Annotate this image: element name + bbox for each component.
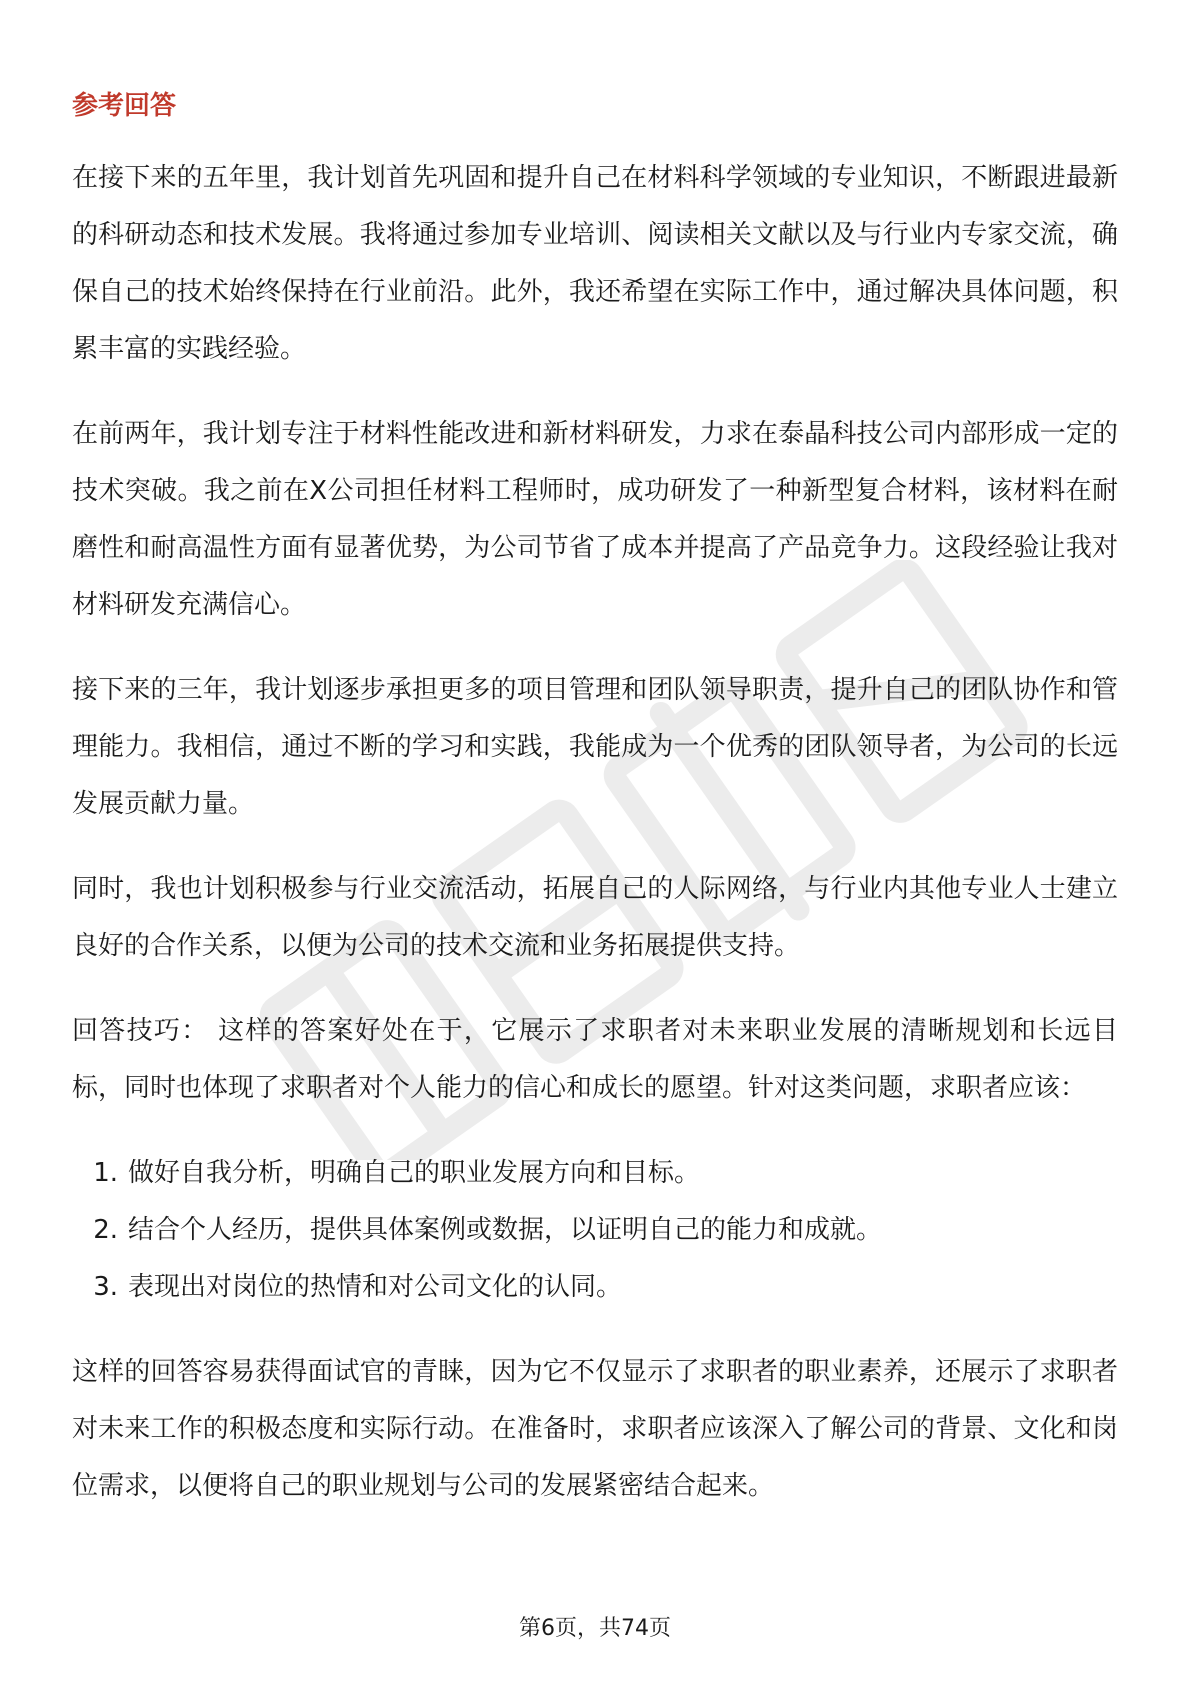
list-item	[72, 1259, 1118, 1316]
list-text: 表现出对岗位的热情和对公司文化的认同。	[128, 1272, 623, 1302]
list-number: 3.	[93, 1272, 118, 1302]
section-title: 参考回答	[72, 91, 177, 121]
paragraph-closing: 这样的回答容易获得面试官的青睐，因为它不仅显示了求职者的职业素养，还展示了求职者对未来工作的积极态度和实际行动。在准备时，求职者应该深入了解公司的背景、文化和岗位需求，以便将自己的职业规划与公司的发展紧密结合起来。	[72, 1357, 1118, 1501]
list-text: 做好自我分析，明确自己的职业发展方向和目标。	[128, 1158, 701, 1188]
tips-list	[72, 1145, 1118, 1316]
paragraph-answer-tips: 回答技巧： 这样的答案好处在于，它展示了求职者对未来职业发展的清晰规划和长远目标，同时也体现了求职者对个人能力的信心和成长的愿望。针对这类问题，求职者应该：	[72, 1016, 1118, 1103]
document-body	[72, 86, 1118, 1543]
list-item	[72, 1202, 1118, 1259]
list-number: 2.	[93, 1215, 118, 1245]
paragraph-networking: 同时，我也计划积极参与行业交流活动，拓展自己的人际网络，与行业内其他专业人士建立良好的合作关系，以便为公司的技术交流和业务拓展提供支持。	[72, 874, 1118, 961]
list-number: 1.	[93, 1158, 118, 1188]
page-number: 第6页，共74页	[519, 1616, 671, 1641]
paragraph-next-three-years: 接下来的三年，我计划逐步承担更多的项目管理和团队领导职责，提升自己的团队协作和管理能力。我相信，通过不断的学习和实践，我能成为一个优秀的团队领导者，为公司的长远发展贡献力量。	[72, 675, 1118, 819]
paragraph-five-year-plan: 在接下来的五年里，我计划首先巩固和提升自己在材料科学领域的专业知识，不断跟进最新的科研动态和技术发展。我将通过参加专业培训、阅读相关文献以及与行业内专家交流，确保自己的技术始终保持在行业前沿。此外，我还希望在实际工作中，通过解决具体问题，积累丰富的实践经验。	[72, 163, 1118, 364]
list-text: 结合个人经历，提供具体案例或数据，以证明自己的能力和成就。	[128, 1215, 883, 1245]
list-item	[72, 1145, 1118, 1202]
paragraph-first-two-years: 在前两年，我计划专注于材料性能改进和新材料研发，力求在泰晶科技公司内部形成一定的技术突破。我之前在X公司担任材料工程师时，成功研发了一种新型复合材料，该材料在耐磨性和耐高温性方面有显著优势，为公司节省了成本并提高了产品竞争力。这段经验让我对材料研发充满信心。	[72, 419, 1118, 620]
